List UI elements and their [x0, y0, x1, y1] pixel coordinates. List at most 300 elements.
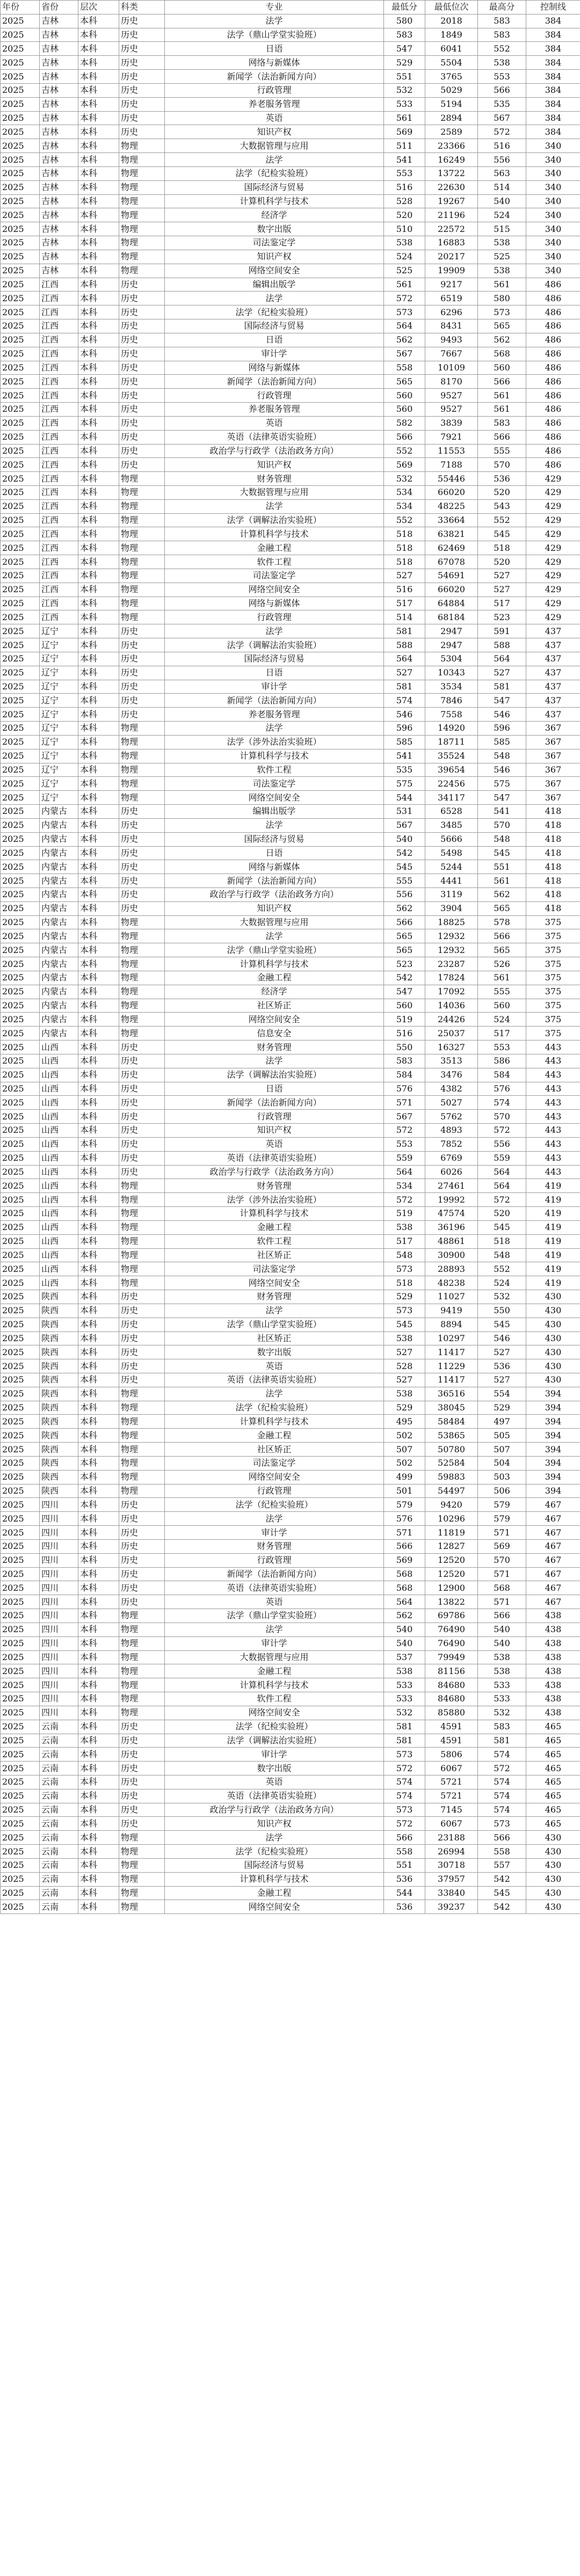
cell-province: 山西 [40, 1276, 78, 1290]
cell-level: 本科 [78, 1886, 119, 1900]
cell-max-score: 574 [478, 1096, 526, 1110]
cell-year: 2025 [1, 1775, 40, 1789]
table-row [1, 1803, 580, 1817]
cell-min-rank: 5244 [425, 860, 478, 874]
table-row [1, 1470, 580, 1484]
cell-min-rank: 59883 [425, 1470, 478, 1484]
cell-min-rank: 10343 [425, 666, 478, 680]
cell-province: 辽宁 [40, 666, 78, 680]
cell-min-score: 567 [384, 818, 425, 832]
cell-subject: 历史 [119, 1720, 165, 1734]
cell-year: 2025 [1, 1443, 40, 1457]
cell-control-line: 437 [526, 708, 580, 722]
cell-max-score: 540 [478, 194, 526, 208]
cell-year: 2025 [1, 180, 40, 194]
cell-subject: 历史 [119, 694, 165, 708]
cell-subject: 物理 [119, 763, 165, 777]
cell-control-line: 438 [526, 1664, 580, 1678]
cell-major: 司法鉴定学 [165, 1262, 384, 1276]
cell-level: 本科 [78, 1678, 119, 1692]
cell-year: 2025 [1, 555, 40, 569]
table-row [1, 1304, 580, 1318]
cell-year: 2025 [1, 901, 40, 915]
cell-min-score: 567 [384, 347, 425, 361]
cell-province: 四川 [40, 1706, 78, 1720]
cell-major: 社区矫正 [165, 1331, 384, 1345]
cell-subject: 物理 [119, 208, 165, 222]
cell-subject: 历史 [119, 1137, 165, 1151]
table-row [1, 1581, 580, 1595]
cell-major: 社区矫正 [165, 1248, 384, 1262]
cell-min-score: 559 [384, 1151, 425, 1165]
cell-year: 2025 [1, 1401, 40, 1415]
cell-subject: 物理 [119, 1207, 165, 1221]
cell-min-rank: 6041 [425, 42, 478, 56]
cell-major: 财务管理 [165, 472, 384, 486]
cell-min-rank: 3765 [425, 70, 478, 84]
cell-subject: 历史 [119, 624, 165, 638]
cell-province: 内蒙古 [40, 999, 78, 1013]
cell-max-score: 538 [478, 1650, 526, 1664]
cell-min-rank: 12932 [425, 929, 478, 943]
cell-max-score: 524 [478, 208, 526, 222]
cell-min-score: 528 [384, 194, 425, 208]
table-row [1, 541, 580, 555]
table-row [1, 1636, 580, 1650]
table-row [1, 1775, 580, 1789]
cell-province: 内蒙古 [40, 957, 78, 971]
table-row [1, 527, 580, 541]
cell-major: 计算机科学与技术 [165, 1678, 384, 1692]
table-row [1, 1179, 580, 1193]
cell-year: 2025 [1, 1137, 40, 1151]
cell-level: 本科 [78, 458, 119, 472]
cell-min-rank: 8894 [425, 1318, 478, 1331]
cell-level: 本科 [78, 1622, 119, 1636]
cell-min-score: 561 [384, 111, 425, 125]
table-row [1, 1013, 580, 1027]
cell-major: 软件工程 [165, 555, 384, 569]
table-row [1, 139, 580, 153]
cell-year: 2025 [1, 194, 40, 208]
cell-subject: 历史 [119, 1082, 165, 1096]
cell-province: 四川 [40, 1498, 78, 1512]
cell-max-score: 558 [478, 1845, 526, 1859]
cell-min-score: 582 [384, 416, 425, 430]
cell-control-line: 430 [526, 1318, 580, 1331]
cell-control-line: 467 [526, 1553, 580, 1567]
cell-subject: 历史 [119, 1734, 165, 1748]
cell-year: 2025 [1, 1207, 40, 1221]
cell-year: 2025 [1, 83, 40, 97]
table-row [1, 166, 580, 180]
table-row [1, 1415, 580, 1429]
cell-year: 2025 [1, 1262, 40, 1276]
cell-min-score: 584 [384, 1068, 425, 1082]
cell-min-score: 519 [384, 1207, 425, 1221]
cell-min-score: 583 [384, 28, 425, 42]
cell-major: 知识产权 [165, 250, 384, 264]
cell-year: 2025 [1, 1748, 40, 1762]
cell-level: 本科 [78, 319, 119, 333]
cell-province: 山西 [40, 1165, 78, 1179]
cell-control-line: 375 [526, 943, 580, 957]
cell-year: 2025 [1, 777, 40, 791]
cell-subject: 物理 [119, 527, 165, 541]
cell-min-score: 532 [384, 472, 425, 486]
cell-province: 江西 [40, 278, 78, 292]
cell-subject: 物理 [119, 1262, 165, 1276]
cell-max-score: 543 [478, 499, 526, 513]
cell-year: 2025 [1, 444, 40, 458]
cell-major: 网络空间安全 [165, 1900, 384, 1914]
cell-subject: 物理 [119, 1678, 165, 1692]
cell-control-line: 467 [526, 1595, 580, 1609]
cell-subject: 历史 [119, 832, 165, 846]
cell-province: 江西 [40, 444, 78, 458]
cell-max-score: 515 [478, 222, 526, 236]
cell-level: 本科 [78, 957, 119, 971]
table-row [1, 1429, 580, 1443]
cell-subject: 历史 [119, 347, 165, 361]
table-row [1, 1748, 580, 1762]
cell-year: 2025 [1, 1678, 40, 1692]
cell-province: 江西 [40, 416, 78, 430]
cell-min-rank: 11819 [425, 1526, 478, 1540]
cell-control-line: 430 [526, 1290, 580, 1304]
cell-min-score: 532 [384, 83, 425, 97]
cell-min-score: 538 [384, 1220, 425, 1234]
cell-control-line: 443 [526, 1054, 580, 1068]
cell-control-line: 443 [526, 1151, 580, 1165]
cell-year: 2025 [1, 1193, 40, 1207]
cell-major: 国际经济与贸易 [165, 832, 384, 846]
cell-min-rank: 1849 [425, 28, 478, 42]
cell-control-line: 429 [526, 499, 580, 513]
cell-min-score: 566 [384, 1539, 425, 1553]
cell-min-score: 542 [384, 846, 425, 860]
table-row [1, 1456, 580, 1470]
cell-max-score: 533 [478, 1678, 526, 1692]
table-row [1, 153, 580, 167]
cell-max-score: 583 [478, 416, 526, 430]
cell-year: 2025 [1, 1734, 40, 1748]
cell-level: 本科 [78, 153, 119, 167]
table-row [1, 832, 580, 846]
cell-level: 本科 [78, 403, 119, 417]
cell-subject: 物理 [119, 513, 165, 527]
cell-min-score: 552 [384, 513, 425, 527]
cell-province: 云南 [40, 1734, 78, 1748]
cell-max-score: 535 [478, 97, 526, 111]
cell-subject: 历史 [119, 652, 165, 666]
cell-major: 金融工程 [165, 1664, 384, 1678]
cell-province: 四川 [40, 1512, 78, 1526]
cell-year: 2025 [1, 513, 40, 527]
cell-major: 行政管理 [165, 389, 384, 403]
cell-level: 本科 [78, 97, 119, 111]
cell-max-score: 553 [478, 70, 526, 84]
cell-year: 2025 [1, 915, 40, 929]
cell-max-score: 574 [478, 1748, 526, 1762]
cell-subject: 历史 [119, 1567, 165, 1581]
cell-province: 内蒙古 [40, 874, 78, 888]
cell-year: 2025 [1, 153, 40, 167]
cell-province: 山西 [40, 1207, 78, 1221]
cell-max-score: 565 [478, 319, 526, 333]
cell-control-line: 467 [526, 1498, 580, 1512]
cell-subject: 历史 [119, 1331, 165, 1345]
cell-subject: 物理 [119, 236, 165, 250]
table-row [1, 1443, 580, 1457]
cell-subject: 物理 [119, 1872, 165, 1886]
cell-max-score: 572 [478, 125, 526, 139]
cell-year: 2025 [1, 722, 40, 736]
cell-subject: 物理 [119, 596, 165, 610]
cell-level: 本科 [78, 1040, 119, 1054]
cell-min-rank: 66020 [425, 583, 478, 596]
cell-max-score: 552 [478, 513, 526, 527]
table-row [1, 1512, 580, 1526]
cell-subject: 历史 [119, 375, 165, 389]
cell-level: 本科 [78, 1401, 119, 1415]
cell-control-line: 486 [526, 430, 580, 444]
cell-level: 本科 [78, 1013, 119, 1027]
cell-control-line: 375 [526, 929, 580, 943]
cell-province: 四川 [40, 1664, 78, 1678]
cell-subject: 历史 [119, 1345, 165, 1359]
cell-year: 2025 [1, 97, 40, 111]
cell-max-score: 548 [478, 749, 526, 763]
cell-min-rank: 17092 [425, 985, 478, 999]
cell-min-rank: 21196 [425, 208, 478, 222]
cell-min-rank: 7921 [425, 430, 478, 444]
cell-level: 本科 [78, 1498, 119, 1512]
cell-min-score: 502 [384, 1429, 425, 1443]
cell-major: 法学 [165, 292, 384, 305]
cell-control-line: 419 [526, 1179, 580, 1193]
cell-subject: 历史 [119, 1553, 165, 1567]
table-row [1, 347, 580, 361]
table-row [1, 14, 580, 28]
cell-level: 本科 [78, 1567, 119, 1581]
cell-year: 2025 [1, 1276, 40, 1290]
cell-min-score: 534 [384, 499, 425, 513]
cell-subject: 物理 [119, 583, 165, 596]
table-row [1, 111, 580, 125]
cell-min-score: 535 [384, 763, 425, 777]
table-row [1, 1817, 580, 1831]
cell-level: 本科 [78, 1276, 119, 1290]
cell-min-score: 571 [384, 1526, 425, 1540]
cell-min-rank: 24426 [425, 1013, 478, 1027]
cell-year: 2025 [1, 42, 40, 56]
cell-major: 计算机科学与技术 [165, 527, 384, 541]
cell-max-score: 550 [478, 1304, 526, 1318]
cell-min-rank: 22572 [425, 222, 478, 236]
cell-min-rank: 6528 [425, 805, 478, 819]
cell-major: 网络空间安全 [165, 1276, 384, 1290]
cell-max-score: 560 [478, 361, 526, 375]
cell-max-score: 546 [478, 708, 526, 722]
cell-province: 内蒙古 [40, 860, 78, 874]
cell-max-score: 581 [478, 1734, 526, 1748]
cell-subject: 历史 [119, 1803, 165, 1817]
cell-level: 本科 [78, 1193, 119, 1207]
cell-control-line: 486 [526, 416, 580, 430]
header-max-score: 最高分 [478, 1, 526, 14]
cell-min-rank: 4591 [425, 1734, 478, 1748]
table-row [1, 97, 580, 111]
cell-province: 陕西 [40, 1345, 78, 1359]
cell-min-rank: 11417 [425, 1373, 478, 1387]
cell-control-line: 429 [526, 513, 580, 527]
cell-subject: 物理 [119, 222, 165, 236]
cell-min-score: 572 [384, 1193, 425, 1207]
table-row [1, 83, 580, 97]
cell-province: 江西 [40, 347, 78, 361]
cell-min-score: 566 [384, 915, 425, 929]
cell-min-rank: 4382 [425, 1082, 478, 1096]
cell-min-score: 581 [384, 680, 425, 694]
cell-subject: 物理 [119, 1706, 165, 1720]
cell-min-rank: 81156 [425, 1664, 478, 1678]
cell-control-line: 419 [526, 1276, 580, 1290]
cell-min-rank: 14036 [425, 999, 478, 1013]
cell-level: 本科 [78, 194, 119, 208]
cell-min-score: 564 [384, 652, 425, 666]
cell-control-line: 394 [526, 1443, 580, 1457]
table-row [1, 1720, 580, 1734]
cell-control-line: 375 [526, 999, 580, 1013]
cell-level: 本科 [78, 125, 119, 139]
cell-subject: 物理 [119, 1179, 165, 1193]
cell-major: 财务管理 [165, 1179, 384, 1193]
cell-max-score: 561 [478, 403, 526, 417]
cell-control-line: 437 [526, 666, 580, 680]
cell-province: 江西 [40, 403, 78, 417]
cell-max-score: 556 [478, 1137, 526, 1151]
cell-min-score: 558 [384, 1845, 425, 1859]
cell-control-line: 430 [526, 1900, 580, 1914]
cell-major: 行政管理 [165, 610, 384, 624]
cell-control-line: 419 [526, 1193, 580, 1207]
cell-level: 本科 [78, 1290, 119, 1304]
table-row [1, 389, 580, 403]
cell-min-rank: 12900 [425, 1581, 478, 1595]
cell-min-rank: 16883 [425, 236, 478, 250]
cell-max-score: 574 [478, 1803, 526, 1817]
cell-province: 山西 [40, 1124, 78, 1138]
cell-province: 山西 [40, 1234, 78, 1248]
cell-province: 云南 [40, 1748, 78, 1762]
cell-major: 编辑出版学 [165, 805, 384, 819]
cell-min-score: 565 [384, 375, 425, 389]
cell-level: 本科 [78, 389, 119, 403]
cell-level: 本科 [78, 596, 119, 610]
cell-level: 本科 [78, 1595, 119, 1609]
cell-major: 行政管理 [165, 1484, 384, 1498]
cell-year: 2025 [1, 1040, 40, 1054]
cell-min-rank: 9493 [425, 333, 478, 347]
cell-province: 江西 [40, 555, 78, 569]
cell-min-rank: 47574 [425, 1207, 478, 1221]
cell-control-line: 429 [526, 583, 580, 596]
cell-control-line: 486 [526, 389, 580, 403]
table-row [1, 1151, 580, 1165]
cell-year: 2025 [1, 527, 40, 541]
cell-min-score: 548 [384, 1248, 425, 1262]
cell-control-line: 394 [526, 1429, 580, 1443]
table-row [1, 1526, 580, 1540]
cell-max-score: 564 [478, 1179, 526, 1193]
cell-year: 2025 [1, 375, 40, 389]
cell-max-score: 570 [478, 1553, 526, 1567]
cell-province: 云南 [40, 1720, 78, 1734]
cell-min-score: 550 [384, 1040, 425, 1054]
cell-year: 2025 [1, 1248, 40, 1262]
cell-control-line: 419 [526, 1262, 580, 1276]
cell-control-line: 384 [526, 56, 580, 70]
cell-major: 英语 [165, 1595, 384, 1609]
cell-max-score: 526 [478, 957, 526, 971]
cell-min-rank: 14920 [425, 722, 478, 736]
cell-subject: 历史 [119, 1054, 165, 1068]
cell-province: 山西 [40, 1179, 78, 1193]
table-row [1, 888, 580, 902]
cell-min-rank: 39237 [425, 1900, 478, 1914]
cell-min-rank: 30900 [425, 1248, 478, 1262]
cell-level: 本科 [78, 1803, 119, 1817]
cell-max-score: 579 [478, 1498, 526, 1512]
cell-level: 本科 [78, 1636, 119, 1650]
cell-subject: 历史 [119, 1068, 165, 1082]
cell-level: 本科 [78, 846, 119, 860]
header-province: 省份 [40, 1, 78, 14]
cell-control-line: 486 [526, 319, 580, 333]
cell-province: 陕西 [40, 1484, 78, 1498]
cell-min-score: 534 [384, 485, 425, 499]
cell-subject: 历史 [119, 666, 165, 680]
table-row [1, 1110, 580, 1124]
cell-province: 内蒙古 [40, 901, 78, 915]
table-row [1, 1193, 580, 1207]
cell-max-score: 527 [478, 1373, 526, 1387]
cell-level: 本科 [78, 1526, 119, 1540]
cell-subject: 历史 [119, 638, 165, 652]
cell-level: 本科 [78, 1165, 119, 1179]
cell-year: 2025 [1, 1470, 40, 1484]
table-row [1, 1096, 580, 1110]
cell-level: 本科 [78, 1415, 119, 1429]
cell-major: 日语 [165, 333, 384, 347]
cell-control-line: 486 [526, 278, 580, 292]
cell-control-line: 437 [526, 680, 580, 694]
cell-level: 本科 [78, 722, 119, 736]
cell-control-line: 419 [526, 1234, 580, 1248]
cell-control-line: 384 [526, 111, 580, 125]
cell-subject: 物理 [119, 1484, 165, 1498]
cell-major: 网络空间安全 [165, 791, 384, 805]
cell-year: 2025 [1, 874, 40, 888]
cell-control-line: 384 [526, 97, 580, 111]
cell-province: 山西 [40, 1040, 78, 1054]
cell-min-score: 519 [384, 1013, 425, 1027]
cell-major: 知识产权 [165, 1124, 384, 1138]
cell-max-score: 527 [478, 569, 526, 583]
table-row [1, 472, 580, 486]
table-row [1, 333, 580, 347]
